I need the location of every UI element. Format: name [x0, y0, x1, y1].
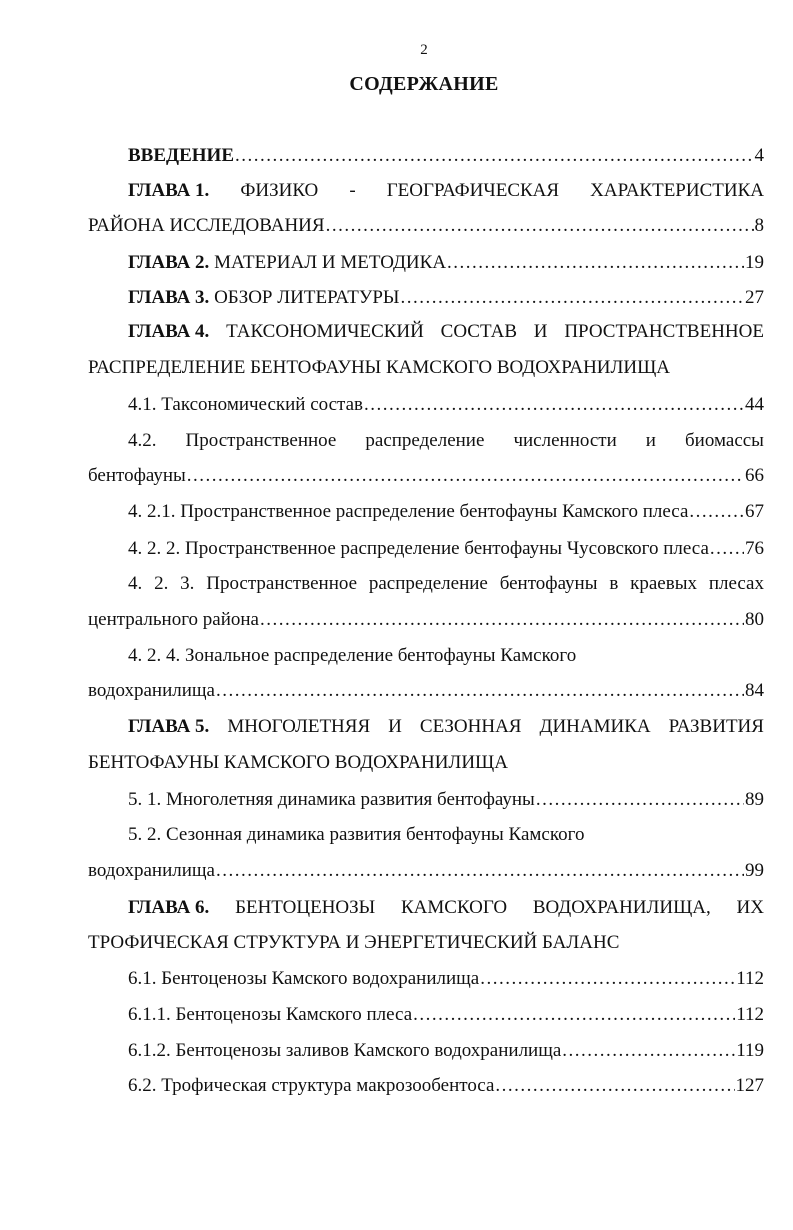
- page-ref: 112: [736, 968, 764, 989]
- title-word: 4.2.: [128, 430, 157, 451]
- title-word: распределение: [368, 573, 488, 594]
- page-ref: 99: [745, 860, 764, 881]
- entry-text: РАЙОНА ИССЛЕДОВАНИЯ: [88, 215, 325, 236]
- title-word: ГЕОГРАФИЧЕСКАЯ: [386, 180, 560, 201]
- page-ref: 127: [735, 1075, 764, 1096]
- title-word: РАЗВИТИЯ: [668, 716, 764, 737]
- entry-text: МАТЕРИАЛ И МЕТОДИКА: [214, 252, 447, 273]
- page-ref: 27: [745, 287, 764, 308]
- toc-entry-6-1-2[interactable]: [128, 1038, 764, 1064]
- toc-entry-chapter-2[interactable]: [128, 250, 764, 276]
- title-word: ТАКСОНОМИЧЕСКИЙ: [226, 321, 424, 342]
- title-word: ФИЗИКО: [240, 180, 319, 201]
- entry-text: ТРОФИЧЕСКАЯ СТРУКТУРА И ЭНЕРГЕТИЧЕСКИЙ БАЛАНС: [88, 932, 620, 953]
- title-word: 4.: [128, 573, 143, 594]
- toc-entry-chapter-1[interactable]: [128, 178, 764, 204]
- title-word: и: [645, 430, 656, 451]
- title-word: ВОДОХРАНИЛИЩА,: [532, 897, 711, 918]
- entry-text: 5. 2. Сезонная динамика развития бентофауны Камского: [128, 824, 585, 845]
- entry-text: ОБЗОР ЛИТЕРАТУРЫ: [214, 287, 400, 308]
- page-ref: 44: [745, 394, 764, 415]
- dot-leader: [235, 143, 754, 169]
- toc-entry-4-2-cont[interactable]: [88, 463, 764, 489]
- toc-entry-4-2-4-cont[interactable]: [88, 678, 764, 704]
- entry-text: 6.1.2. Бентоценозы заливов Камского водохранилища: [128, 1040, 562, 1061]
- dot-leader: [326, 213, 754, 239]
- dot-leader: [480, 966, 735, 992]
- title-word: плесах: [708, 573, 764, 594]
- toc-entry-4-2-1[interactable]: [128, 499, 764, 525]
- chapter-prefix: ГЛАВА 2.: [128, 252, 210, 273]
- title-word: распределение: [365, 430, 485, 451]
- entry-text: водохранилища: [88, 680, 215, 701]
- toc-entry-chapter-1-cont[interactable]: [88, 213, 764, 239]
- entry-text: водохранилища: [88, 860, 215, 881]
- title-word: бентофауны: [499, 573, 598, 594]
- chapter-prefix: ГЛАВА 6.: [128, 897, 210, 918]
- page-ref: 112: [736, 1004, 764, 1025]
- dot-leader: [710, 536, 744, 562]
- dot-leader: [536, 787, 744, 813]
- title-word: ДИНАМИКА: [539, 716, 651, 737]
- entry-text: 4. 2. 4. Зональное распределение бентофауны Камского: [128, 645, 577, 666]
- toc-entry-5-2-cont[interactable]: [88, 858, 764, 884]
- title-word: 3.: [180, 573, 195, 594]
- page-ref: 80: [745, 609, 764, 630]
- title-word: КАМСКОГО: [400, 897, 508, 918]
- title-word: Пространственное: [185, 430, 337, 451]
- title-word: СЕЗОННАЯ: [419, 716, 522, 737]
- dot-leader: [216, 678, 744, 704]
- page-ref: 66: [745, 465, 764, 486]
- page-ref: 84: [745, 680, 764, 701]
- entry-text: 6.1.1. Бентоценозы Камского плеса: [128, 1004, 413, 1025]
- toc-entry-4-2[interactable]: [128, 428, 764, 454]
- title-word: в: [609, 573, 619, 594]
- dot-leader: [413, 1002, 735, 1028]
- title-word: БЕНТОЦЕНОЗЫ: [235, 897, 376, 918]
- toc-entry-intro[interactable]: [128, 143, 764, 169]
- entry-text: 4.1. Таксономический состав: [128, 394, 363, 415]
- title-word: ХАРАКТЕРИСТИКА: [590, 180, 764, 201]
- toc-entry-chapter-5-cont[interactable]: [88, 750, 764, 776]
- toc-entry-4-2-3[interactable]: [128, 571, 764, 597]
- title-word: численности: [513, 430, 617, 451]
- dot-leader: [216, 858, 744, 884]
- title-word: Пространственное: [206, 573, 358, 594]
- title-word: И: [533, 321, 548, 342]
- toc-entry-chapter-4-cont[interactable]: [88, 355, 764, 381]
- page-ref: 67: [745, 501, 764, 522]
- toc-entry-5-1[interactable]: [128, 787, 764, 813]
- toc-entry-6-1-1[interactable]: [128, 1002, 764, 1028]
- toc-entry-chapter-4[interactable]: [128, 319, 764, 345]
- toc-entry-4-2-3-cont[interactable]: [88, 607, 764, 633]
- entry-text: 4. 2.1. Пространственное распределение бентофауны Камского плеса: [128, 501, 689, 522]
- dot-leader: [562, 1038, 735, 1064]
- title-word: МНОГОЛЕТНЯЯ: [227, 716, 371, 737]
- toc-entry-chapter-5[interactable]: [128, 714, 764, 740]
- entry-text: 5. 1. Многолетняя динамика развития бентофауны: [128, 789, 535, 810]
- title-word: И: [388, 716, 402, 737]
- toc-title: СОДЕРЖАНИЕ: [349, 73, 499, 95]
- title-word: -: [349, 180, 356, 201]
- toc-entry-4-2-4[interactable]: [128, 643, 764, 669]
- entry-text: бентофауны: [88, 465, 186, 486]
- toc-entry-5-2[interactable]: [128, 822, 764, 848]
- entry-text: центрального района: [88, 609, 259, 630]
- toc-entry-6-1[interactable]: [128, 966, 764, 992]
- entry-text: 6.2. Трофическая структура макрозообентоса: [128, 1075, 495, 1096]
- page-ref: 119: [736, 1040, 764, 1061]
- title-word: СОСТАВ: [440, 321, 518, 342]
- toc-entry-chapter-3[interactable]: [128, 285, 764, 311]
- dot-leader: [689, 499, 744, 525]
- entry-text: 6.1. Бентоценозы Камского водохранилища: [128, 968, 480, 989]
- dot-leader: [447, 250, 744, 276]
- dot-leader: [187, 463, 744, 489]
- chapter-prefix: ГЛАВА 5.: [128, 716, 210, 737]
- toc-entry-4-2-2[interactable]: [128, 536, 764, 562]
- entry-text: 4. 2. 2. Пространственное распределение бентофауны Чусовского плеса: [128, 538, 709, 559]
- entry-label: ВВЕДЕНИЕ: [128, 145, 234, 166]
- page-ref: 76: [745, 538, 764, 559]
- page-number: 2: [420, 42, 428, 58]
- toc-entry-chapter-6[interactable]: [128, 895, 764, 921]
- entry-text: РАСПРЕДЕЛЕНИЕ БЕНТОФАУНЫ КАМСКОГО ВОДОХРАНИЛИЩА: [88, 357, 671, 378]
- title-word: краевых: [630, 573, 697, 594]
- title-word: 2.: [154, 573, 169, 594]
- entry-text: БЕНТОФАУНЫ КАМСКОГО ВОДОХРАНИЛИЩА: [88, 752, 508, 773]
- toc-entry-4-1[interactable]: [128, 392, 764, 418]
- page-ref: 8: [754, 215, 764, 236]
- dot-leader: [495, 1073, 734, 1099]
- toc-entry-6-2[interactable]: [128, 1073, 764, 1099]
- chapter-prefix: ГЛАВА 1.: [128, 180, 210, 201]
- toc-entry-chapter-6-cont[interactable]: [88, 930, 764, 956]
- title-word: биомассы: [685, 430, 764, 451]
- dot-leader: [400, 285, 744, 311]
- page-ref: 89: [745, 789, 764, 810]
- chapter-prefix: ГЛАВА 4.: [128, 321, 210, 342]
- title-word: ИХ: [736, 897, 764, 918]
- page-ref: 19: [745, 252, 764, 273]
- dot-leader: [364, 392, 744, 418]
- dot-leader: [260, 607, 744, 633]
- page-ref: 4: [754, 145, 764, 166]
- title-word: ПРОСТРАНСТВЕННОЕ: [564, 321, 764, 342]
- chapter-prefix: ГЛАВА 3.: [128, 287, 210, 308]
